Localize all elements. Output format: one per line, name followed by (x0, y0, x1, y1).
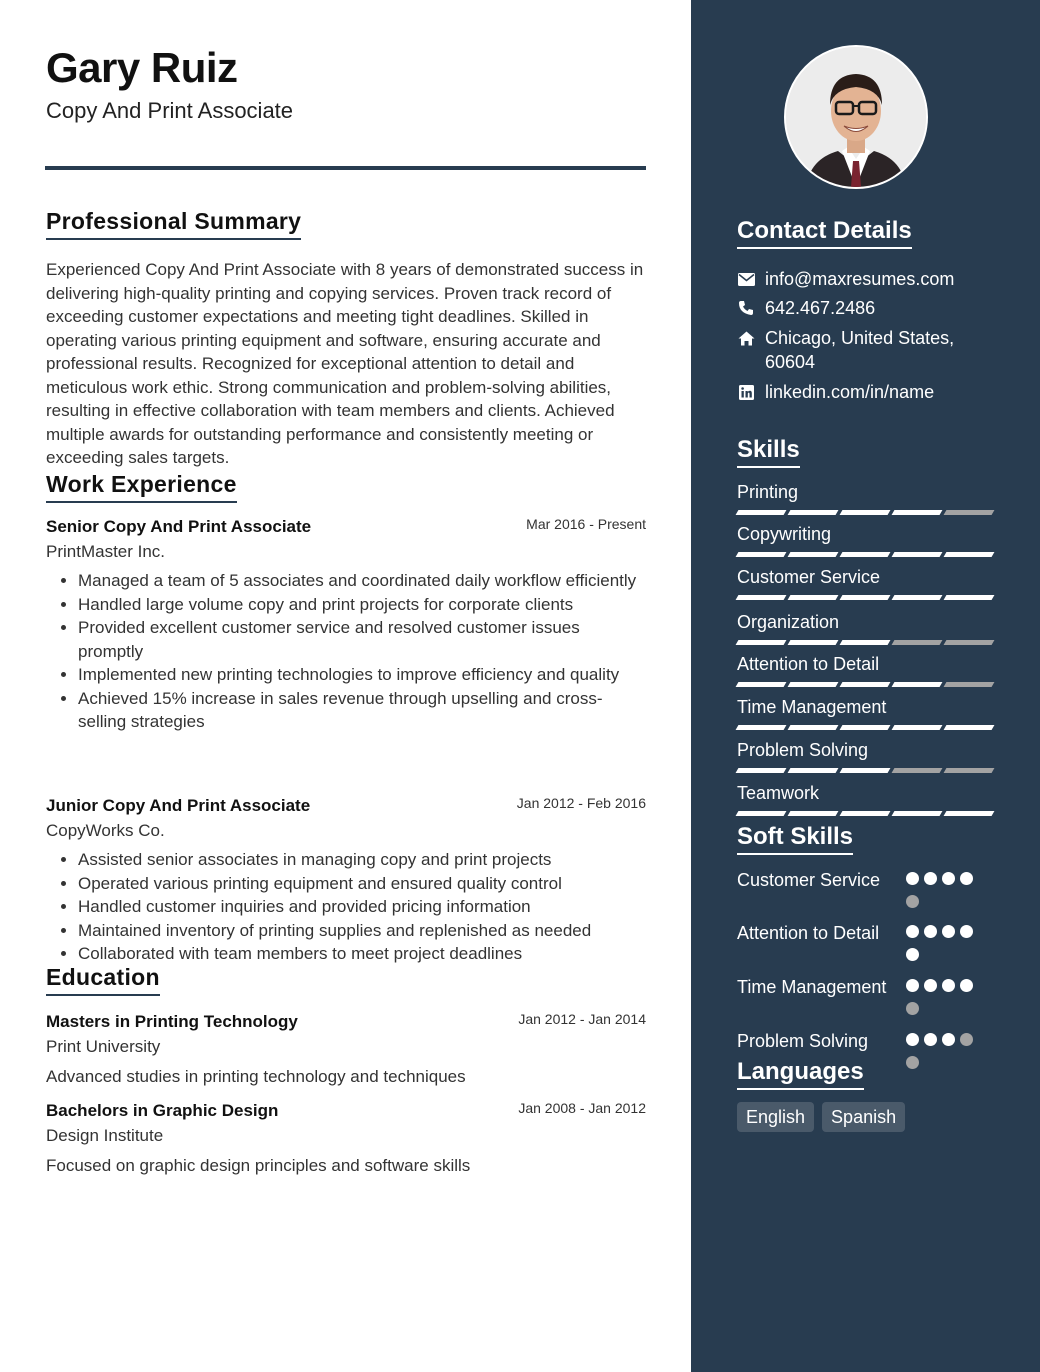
soft-skill-level-dot (906, 925, 919, 938)
skill-level-bars (737, 552, 993, 557)
languages-list (737, 1102, 905, 1132)
skill-level-segment (944, 640, 995, 645)
skill-item (737, 566, 993, 600)
education-entry (46, 1011, 646, 1088)
skill-level-segment (944, 811, 995, 816)
job-bullet: • Provided excellent customer service and resolved customer issues promptly (78, 616, 646, 663)
job-bullet: • Handled large volume copy and print projects for corporate clients (78, 593, 646, 617)
experience-heading: Work Experience (46, 471, 237, 503)
soft-skill-level-dot (906, 1056, 919, 1069)
soft-skill-level-dot (924, 872, 937, 885)
soft-skill-level-dot (906, 1002, 919, 1015)
home-icon (737, 326, 755, 350)
skill-level-segment (840, 595, 891, 600)
job-bullet: • Achieved 15% increase in sales revenue through upselling and cross-selling strategies (78, 687, 646, 734)
education-school: Design Institute (46, 1126, 164, 1145)
skill-level-segment (892, 640, 943, 645)
job-bullet: • Collaborated with team members to meet project deadlines (78, 942, 646, 966)
soft-skill-level-dot (906, 895, 919, 908)
summary-text: Experienced Copy And Print Associate with 8 years of demonstrated success in delivering high-quality printing and copying services. Proven track record of exceeding customer expectations and meeting tight deadlines. Skilled in operating various printing equipment and software, ensuring accurate and professional results. Recognized for exceptional attention to detail and meticulous work ethic. Strong communication and problem-solving abilities, resulting in effective collaboration with team members and clients. Achieved multiple awards for outstanding performance and consistently meeting or exceeding sales targets. (46, 260, 644, 467)
skill-level-segment (944, 510, 995, 515)
job-bullet: • Handled customer inquiries and provided pricing information (78, 895, 646, 919)
skill-level-segment (944, 768, 995, 773)
job-bullets (46, 848, 646, 966)
skill-item (737, 611, 993, 645)
skill-label: Organization (737, 612, 840, 632)
job-bullets (46, 569, 646, 734)
soft-skill-level-dot (906, 1033, 919, 1046)
job-entry (46, 795, 646, 966)
job-entry (46, 516, 646, 734)
contact-email-text: info@maxresumes.com (765, 269, 955, 289)
skill-level-segment (840, 640, 891, 645)
skill-level-bars (737, 510, 993, 515)
job-bullet: • Implemented new printing technologies to improve efficiency and quality (78, 663, 646, 687)
soft-skill-level-dot (960, 1033, 973, 1046)
education-entry (46, 1100, 646, 1177)
job-company: CopyWorks Co. (46, 821, 165, 840)
skill-level-segment (736, 640, 787, 645)
skill-level-segment (736, 725, 787, 730)
skill-level-segment (944, 725, 995, 730)
job-date: Jan 2012 - Feb 2016 (516, 795, 646, 811)
skill-level-segment (788, 510, 839, 515)
skill-label: Time Management (737, 697, 887, 717)
skill-level-segment (736, 768, 787, 773)
soft-skill-label: Customer Service (737, 870, 881, 890)
soft-skill-label: Time Management (737, 977, 887, 997)
contact-email[interactable] (737, 267, 965, 291)
job-bullet: • Managed a team of 5 associates and coordinated daily workflow efficiently (78, 569, 646, 593)
skill-label: Copywriting (737, 524, 832, 544)
job-role: Junior Copy And Print Associate (46, 796, 311, 815)
skill-level-segment (892, 811, 943, 816)
soft-skill-level-dot (942, 925, 955, 938)
skill-level-segment (892, 552, 943, 557)
education-degree: Bachelors in Graphic Design (46, 1101, 279, 1120)
soft-skill-level-dots (906, 979, 984, 1020)
education-description: Focused on graphic design principles and software skills (46, 1156, 471, 1175)
skill-label: Attention to Detail (737, 654, 880, 674)
soft-skill-level-dot (960, 872, 973, 885)
soft-skill-level-dot (942, 1033, 955, 1046)
skill-level-segment (892, 682, 943, 687)
soft-skill-level-dot (924, 925, 937, 938)
language-tag: English (737, 1102, 814, 1132)
soft-skill-level-dot (906, 948, 919, 961)
candidate-title: Copy And Print Associate (46, 98, 294, 123)
education-degree: Masters in Printing Technology (46, 1012, 298, 1031)
soft-skill-level-dot (960, 925, 973, 938)
soft-skill-level-dot (924, 979, 937, 992)
job-bullet: • Assisted senior associates in managing copy and print projects (78, 848, 646, 872)
education-heading: Education (46, 964, 160, 996)
skill-item (737, 481, 993, 515)
soft-skill-level-dot (942, 979, 955, 992)
skill-level-segment (892, 768, 943, 773)
contact-linkedin-text: linkedin.com/in/name (765, 382, 935, 402)
skill-level-bars (737, 682, 993, 687)
soft-skill-level-dots (906, 925, 984, 966)
soft-skill-label: Attention to Detail (737, 923, 880, 943)
skills-heading: Skills (737, 436, 800, 468)
job-role: Senior Copy And Print Associate (46, 517, 312, 536)
skill-item (737, 653, 993, 687)
header-divider (45, 166, 646, 170)
phone-icon (737, 296, 755, 320)
soft-skill-level-dot (906, 872, 919, 885)
job-bullet: • Operated various printing equipment and ensured quality control (78, 872, 646, 896)
contact-address (737, 326, 965, 374)
skill-level-segment (736, 552, 787, 557)
skill-level-segment (840, 510, 891, 515)
skill-label: Teamwork (737, 783, 820, 803)
skill-level-segment (788, 682, 839, 687)
skill-level-segment (788, 768, 839, 773)
skill-level-segment (788, 811, 839, 816)
skill-level-segment (840, 725, 891, 730)
education-date: Jan 2012 - Jan 2014 (518, 1011, 646, 1027)
profile-photo (784, 45, 928, 189)
contact-phone-text: 642.467.2486 (765, 298, 876, 318)
soft-skill-level-dot (942, 872, 955, 885)
soft-skill-level-dot (924, 1033, 937, 1046)
skill-level-segment (840, 768, 891, 773)
skill-item (737, 782, 993, 816)
profile-photo-illustration (786, 47, 926, 187)
job-date: Mar 2016 - Present (526, 516, 646, 532)
skill-level-segment (788, 640, 839, 645)
skill-level-segment (736, 811, 787, 816)
contact-linkedin[interactable] (737, 380, 965, 404)
education-school: Print University (46, 1037, 161, 1056)
skill-level-segment (944, 682, 995, 687)
skill-label: Printing (737, 482, 799, 502)
skill-level-segment (944, 552, 995, 557)
skill-level-bars (737, 595, 993, 600)
skill-item (737, 523, 993, 557)
skill-item (737, 696, 993, 730)
languages-heading: Languages (737, 1058, 864, 1090)
soft-skill-level-dot (906, 979, 919, 992)
skill-label: Customer Service (737, 567, 881, 587)
soft-skill-level-dot (960, 979, 973, 992)
language-tag: Spanish (822, 1102, 905, 1132)
skill-level-bars (737, 725, 993, 730)
job-bullet: • Maintained inventory of printing supplies and replenished as needed (78, 919, 646, 943)
skill-level-bars (737, 768, 993, 773)
soft-skill-label: Problem Solving (737, 1031, 869, 1051)
contact-heading: Contact Details (737, 217, 912, 249)
skill-level-segment (892, 510, 943, 515)
contact-phone[interactable] (737, 296, 965, 320)
skill-level-segment (892, 725, 943, 730)
candidate-name: Gary Ruiz (46, 44, 238, 91)
envelope-icon (737, 267, 755, 291)
skill-level-segment (788, 552, 839, 557)
skill-level-segment (840, 552, 891, 557)
summary-heading: Professional Summary (46, 208, 301, 240)
job-company: PrintMaster Inc. (46, 542, 166, 561)
soft-skill-level-dots (906, 872, 984, 913)
skill-level-segment (840, 682, 891, 687)
skill-level-bars (737, 811, 993, 816)
skill-level-segment (788, 595, 839, 600)
skill-level-segment (736, 595, 787, 600)
soft-skills-heading: Soft Skills (737, 823, 853, 855)
skill-label: Problem Solving (737, 740, 869, 760)
linkedin-icon (737, 380, 755, 404)
education-description: Advanced studies in printing technology and techniques (46, 1067, 466, 1086)
skill-level-segment (892, 595, 943, 600)
skill-level-bars (737, 640, 993, 645)
skill-level-segment (736, 510, 787, 515)
skill-level-segment (840, 811, 891, 816)
contact-address-text: Chicago, United States, 60604 (765, 328, 955, 372)
soft-skill-level-dots (906, 1033, 984, 1074)
skill-level-segment (736, 682, 787, 687)
skill-level-segment (944, 595, 995, 600)
education-date: Jan 2008 - Jan 2012 (518, 1100, 646, 1116)
skill-level-segment (788, 725, 839, 730)
skill-item (737, 739, 993, 773)
